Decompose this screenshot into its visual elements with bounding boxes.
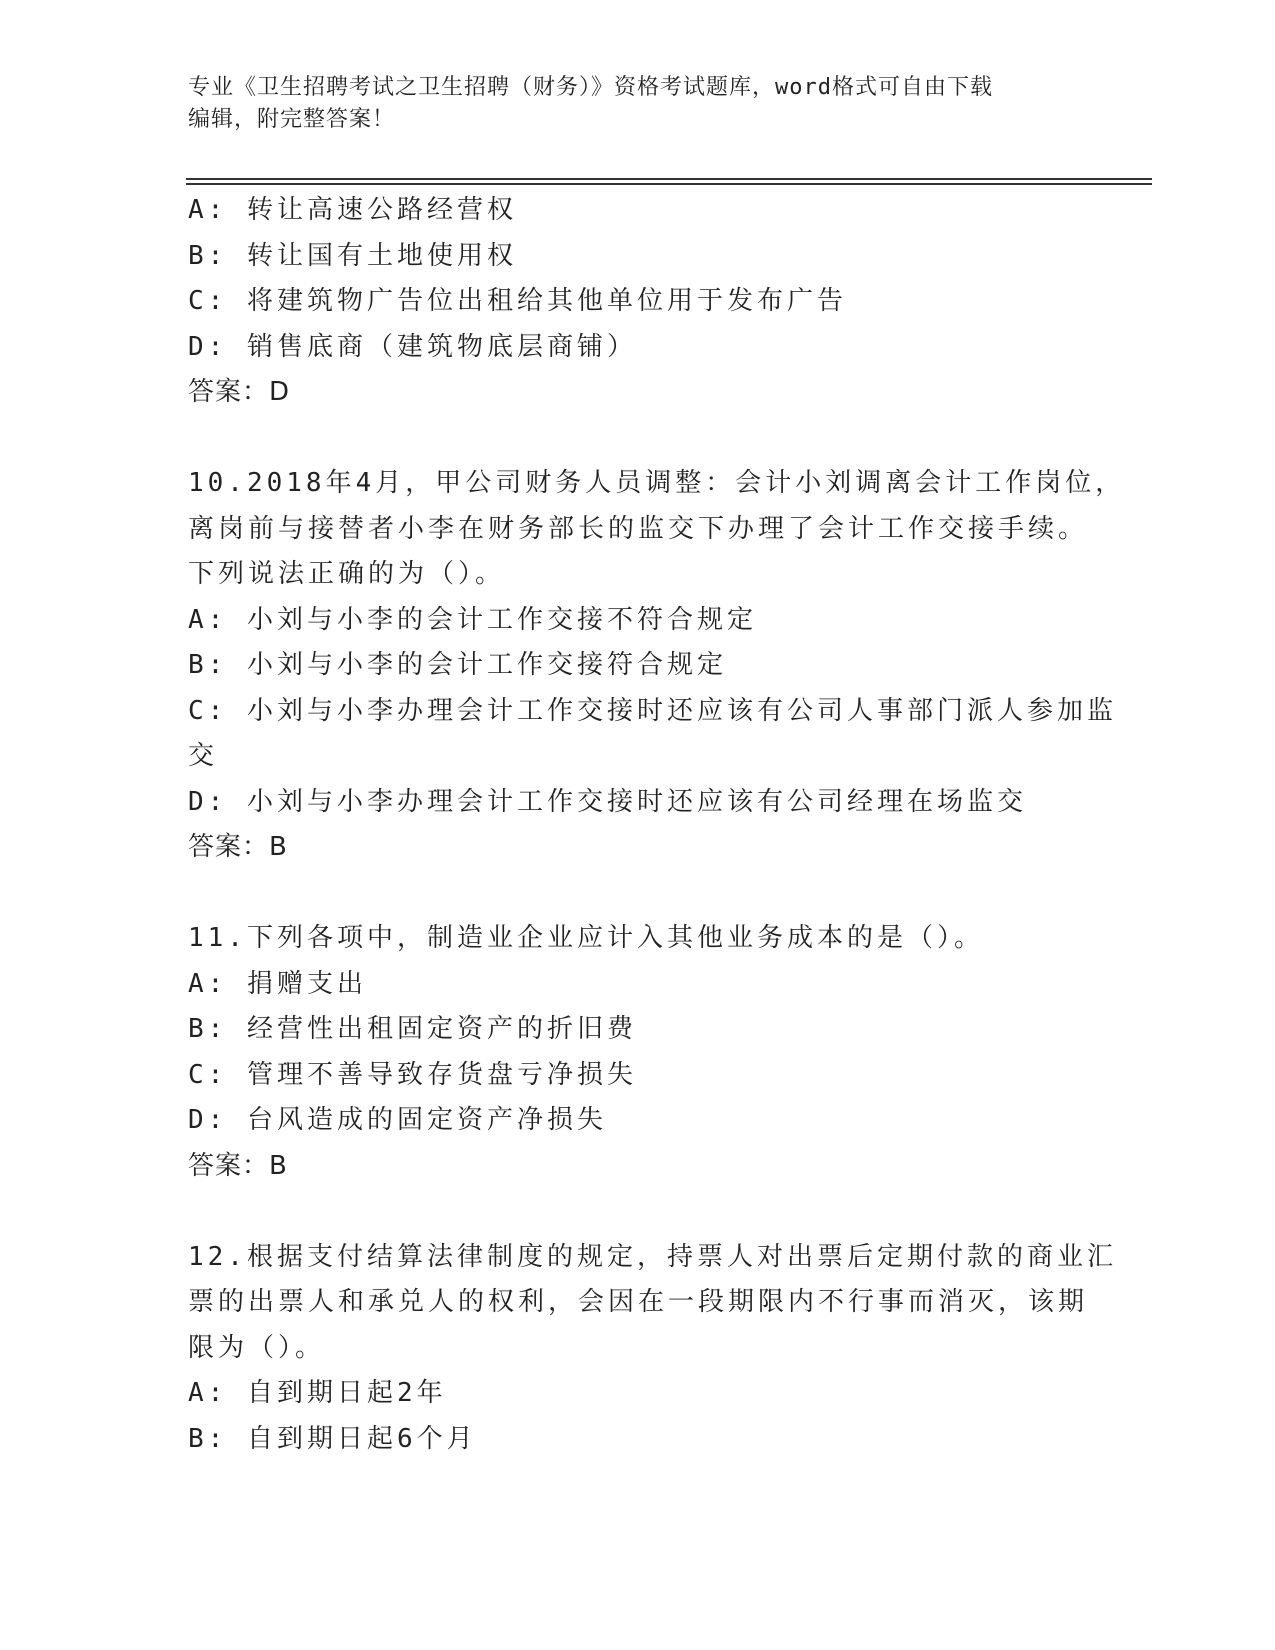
question-10 <box>188 461 1126 871</box>
option-b: B: 自到期日起6个月 <box>188 1423 477 1454</box>
spacer <box>188 871 1088 917</box>
option-b: B: 转让国有土地使用权 <box>188 240 517 271</box>
option-d: D: 销售底商（建筑物底层商铺） <box>188 331 637 362</box>
answer: 答案：B <box>188 1150 288 1181</box>
document-header <box>188 72 1088 136</box>
spacer <box>188 1189 1088 1235</box>
answer: 答案：D <box>188 377 291 407</box>
question-11 <box>188 916 1088 1189</box>
question-stem-line: 限为（）。 <box>188 1332 326 1363</box>
question-stem-line: 下列说法正确的为（）。 <box>188 559 506 589</box>
question-stem-line: 票的出票人和承兑人的权利，会因在一段期限内不行事而消灭，该期 <box>188 1287 1089 1317</box>
question-stem-line: 11.下列各项中，制造业企业应计入其他业务成本的是（）。 <box>188 923 984 953</box>
question-9 <box>188 188 1088 416</box>
question-list <box>188 188 1126 1462</box>
header-divider-bottom <box>186 183 1152 185</box>
header-divider-top <box>186 178 1152 180</box>
option-c: C: 管理不善导致存货盘亏净损失 <box>188 1059 637 1090</box>
spacer <box>188 416 1088 462</box>
header-line-1: 专业《卫生招聘考试之卫生招聘（财务）》资格考试题库，word格式可自由下载 <box>188 75 993 100</box>
option-a: A: 转让高速公路经营权 <box>188 195 517 225</box>
question-stem-line: 10.2018年4月，甲公司财务人员调整：会计小刘调离会计工作岗位， <box>188 468 1126 498</box>
question-12 <box>188 1235 1117 1463</box>
question-stem-line: 12.根据支付结算法律制度的规定，持票人对出票后定期付款的商业汇 <box>188 1241 1117 1272</box>
option-b: B: 小刘与小李的会计工作交接符合规定 <box>188 650 727 680</box>
answer: 答案：B <box>188 832 288 862</box>
option-d: D: 小刘与小李办理会计工作交接时还应该有公司经理在场监交 <box>188 786 1027 817</box>
option-d: D: 台风造成的固定资产净损失 <box>188 1105 607 1135</box>
option-c-continued: 交 <box>188 741 219 771</box>
option-b: B: 经营性出租固定资产的折旧费 <box>188 1014 637 1044</box>
option-c: C: 小刘与小李办理会计工作交接时还应该有公司人事部门派人参加监 <box>188 695 1117 726</box>
header-line-2: 编辑，附完整答案！ <box>188 107 396 132</box>
option-a: A: 捐赠支出 <box>188 968 367 999</box>
option-a: A: 自到期日起2年 <box>188 1378 447 1408</box>
question-stem-line: 离岗前与接替者小李在财务部长的监交下办理了会计工作交接手续。 <box>188 513 1089 544</box>
option-a: A: 小刘与小李的会计工作交接不符合规定 <box>188 604 757 635</box>
option-c: C: 将建筑物广告位出租给其他单位用于发布广告 <box>188 286 847 316</box>
